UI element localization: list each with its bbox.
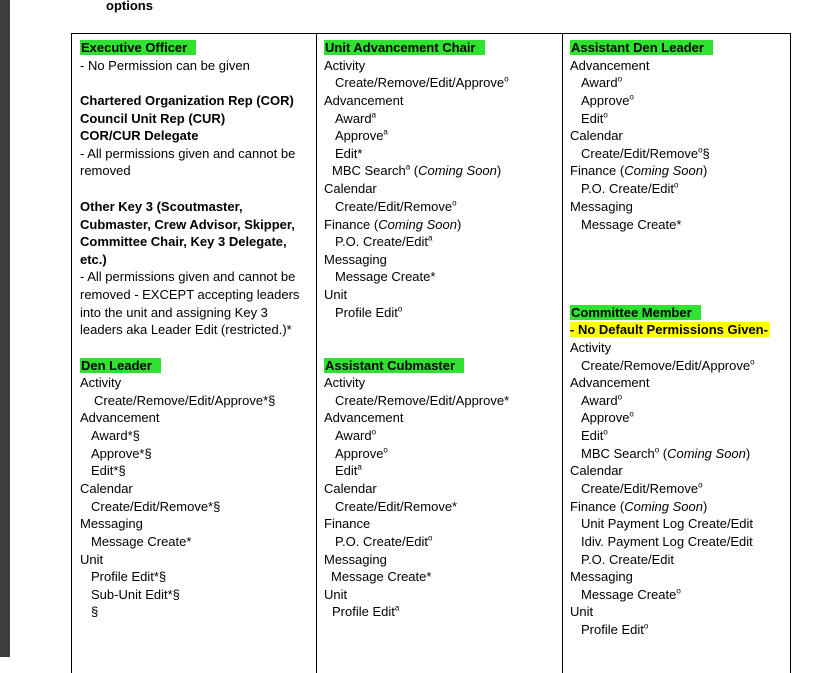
permission-item: Approve*§ — [91, 446, 152, 461]
category-advancement: Advancement — [80, 410, 160, 425]
permission-item: Create/Remove/Edit/Approve$^o$ — [335, 74, 509, 90]
section-title-executive-officer: Executive Officer — [80, 39, 196, 57]
category-advancement: Advancement — [570, 58, 650, 73]
permission-text: removed — [80, 163, 131, 178]
permission-item: Idiv. Payment Log Create/Edit — [581, 534, 753, 549]
permission-text: into the unit and assigning Key 3 — [80, 305, 268, 320]
category-calendar: Calendar — [570, 128, 623, 143]
permission-item: Approve$^o$ — [581, 409, 634, 425]
category-activity: Activity — [570, 340, 612, 355]
permission-item: Award$^a$ — [335, 110, 377, 126]
category-calendar: Calendar — [570, 463, 623, 478]
permission-item: Award*§ — [91, 428, 140, 443]
permission-item: Create/Edit/Remove* — [335, 499, 458, 514]
category-unit: Unit — [80, 552, 104, 567]
permission-item: Profile Edit*§ — [91, 569, 167, 584]
window-edge-bar — [0, 0, 10, 657]
permission-item: Create/Edit/Remove$^o$ — [335, 198, 457, 214]
permission-item: Award$^o$ — [581, 392, 623, 408]
category-advancement: Advancement — [324, 93, 404, 108]
permission-item: Create/Remove/Edit/Approve* — [335, 393, 510, 408]
permission-item: Edit* — [335, 146, 363, 161]
category-messaging: Messaging — [570, 569, 633, 584]
category-unit: Unit — [324, 287, 348, 302]
permission-text: - All permissions given and cannot be — [80, 269, 296, 284]
permission-item: Profile Edit$^o$ — [335, 304, 403, 320]
section-title-other-key3: Other Key 3 (Scoutmaster, — [80, 199, 243, 214]
permission-text: - No Permission can be given — [80, 58, 250, 73]
permission-item: Edit$^o$ — [581, 427, 608, 443]
permission-item: Create/Edit/Remove$^o$ — [581, 480, 703, 496]
permissions-table — [71, 33, 791, 673]
permission-item: Approve$^o$ — [335, 445, 388, 461]
category-finance: Finance (Coming Soon) — [570, 499, 708, 514]
permission-item: P.O. Create/Edit — [581, 552, 674, 567]
permission-item: Edit$^a$ — [335, 462, 362, 478]
category-finance: Finance (Coming Soon) — [324, 217, 462, 232]
permission-item: Create/Remove/Edit/Approve*§ — [94, 393, 276, 408]
category-messaging: Messaging — [80, 516, 143, 531]
permission-item: § — [91, 604, 99, 619]
section-title-cur: Council Unit Rep (CUR) — [80, 111, 226, 126]
permission-item: MBC Search$^a$ (Coming Soon) — [332, 162, 502, 178]
column-divider — [316, 34, 317, 673]
section-title-cor: Chartered Organization Rep (COR) — [80, 93, 294, 108]
permission-item: Award$^o$ — [335, 427, 377, 443]
permission-item: Message Create* — [335, 269, 436, 284]
permission-item: Award$^o$ — [581, 74, 623, 90]
section-title-unit-advancement-chair: Unit Advancement Chair — [324, 39, 485, 57]
permission-item: Message Create* — [581, 217, 682, 232]
permission-item: Create/Remove/Edit/Approve$^o$ — [581, 357, 755, 373]
category-unit: Unit — [570, 604, 594, 619]
no-default-permissions-notice: - No Default Permissions Given- — [570, 322, 768, 337]
category-finance: Finance — [324, 516, 371, 531]
category-messaging: Messaging — [324, 252, 387, 267]
category-advancement: Advancement — [570, 375, 650, 390]
section-title-other-key3: Cubmaster, Crew Advisor, Skipper, — [80, 217, 295, 232]
permission-item: P.O. Create/Edit$^a$ — [335, 233, 433, 249]
permission-item: Edit*§ — [91, 463, 126, 478]
category-activity: Activity — [324, 375, 366, 390]
page-heading: options — [106, 0, 153, 13]
section-title-assistant-den-leader: Assistant Den Leader — [570, 39, 713, 57]
section-title-other-key3: Committee Chair, Key 3 Delegate, — [80, 234, 287, 249]
permission-item: Profile Edit$^o$ — [581, 621, 649, 637]
permission-item: Create/Edit/Remove$^o$§ — [581, 145, 710, 161]
category-messaging: Messaging — [570, 199, 633, 214]
permission-item: Message Create* — [331, 569, 432, 584]
category-activity: Activity — [324, 58, 366, 73]
permission-item: Edit$^o$ — [581, 110, 608, 126]
category-calendar: Calendar — [80, 481, 133, 496]
permission-text: removed - EXCEPT accepting leaders — [80, 287, 300, 302]
permission-item: Sub-Unit Edit*§ — [91, 587, 180, 602]
permission-item: Profile Edit$^a$ — [332, 603, 400, 619]
category-unit: Unit — [324, 587, 348, 602]
section-title-committee-member: Committee Member — [570, 304, 701, 322]
column-divider — [562, 34, 563, 673]
permission-item: P.O. Create/Edit$^o$ — [581, 180, 679, 196]
category-advancement: Advancement — [324, 410, 404, 425]
permission-item: MBC Search$^o$ (Coming Soon) — [581, 445, 751, 461]
permission-item: Unit Payment Log Create/Edit — [581, 516, 753, 531]
permission-item: P.O. Create/Edit$^o$ — [335, 533, 433, 549]
section-title-other-key3: etc.) — [80, 252, 107, 267]
category-calendar: Calendar — [324, 181, 377, 196]
permission-text: leaders aka Leader Edit (restricted.)* — [80, 322, 292, 337]
category-messaging: Messaging — [324, 552, 387, 567]
section-title-assistant-cubmaster: Assistant Cubmaster — [324, 357, 464, 375]
category-calendar: Calendar — [324, 481, 377, 496]
category-activity: Activity — [80, 375, 122, 390]
permission-item: Message Create* — [91, 534, 192, 549]
permission-text: - All permissions given and cannot be — [80, 146, 296, 161]
section-title-den-leader: Den Leader — [80, 357, 161, 375]
section-title-cor-cur-delegate: COR/CUR Delegate — [80, 128, 199, 143]
category-finance: Finance (Coming Soon) — [570, 163, 708, 178]
permission-item: Approve$^o$ — [581, 92, 634, 108]
permission-item: Approve$^a$ — [335, 127, 388, 143]
permission-item: Message Create$^o$ — [581, 586, 681, 602]
permission-item: Create/Edit/Remove*§ — [91, 499, 221, 514]
